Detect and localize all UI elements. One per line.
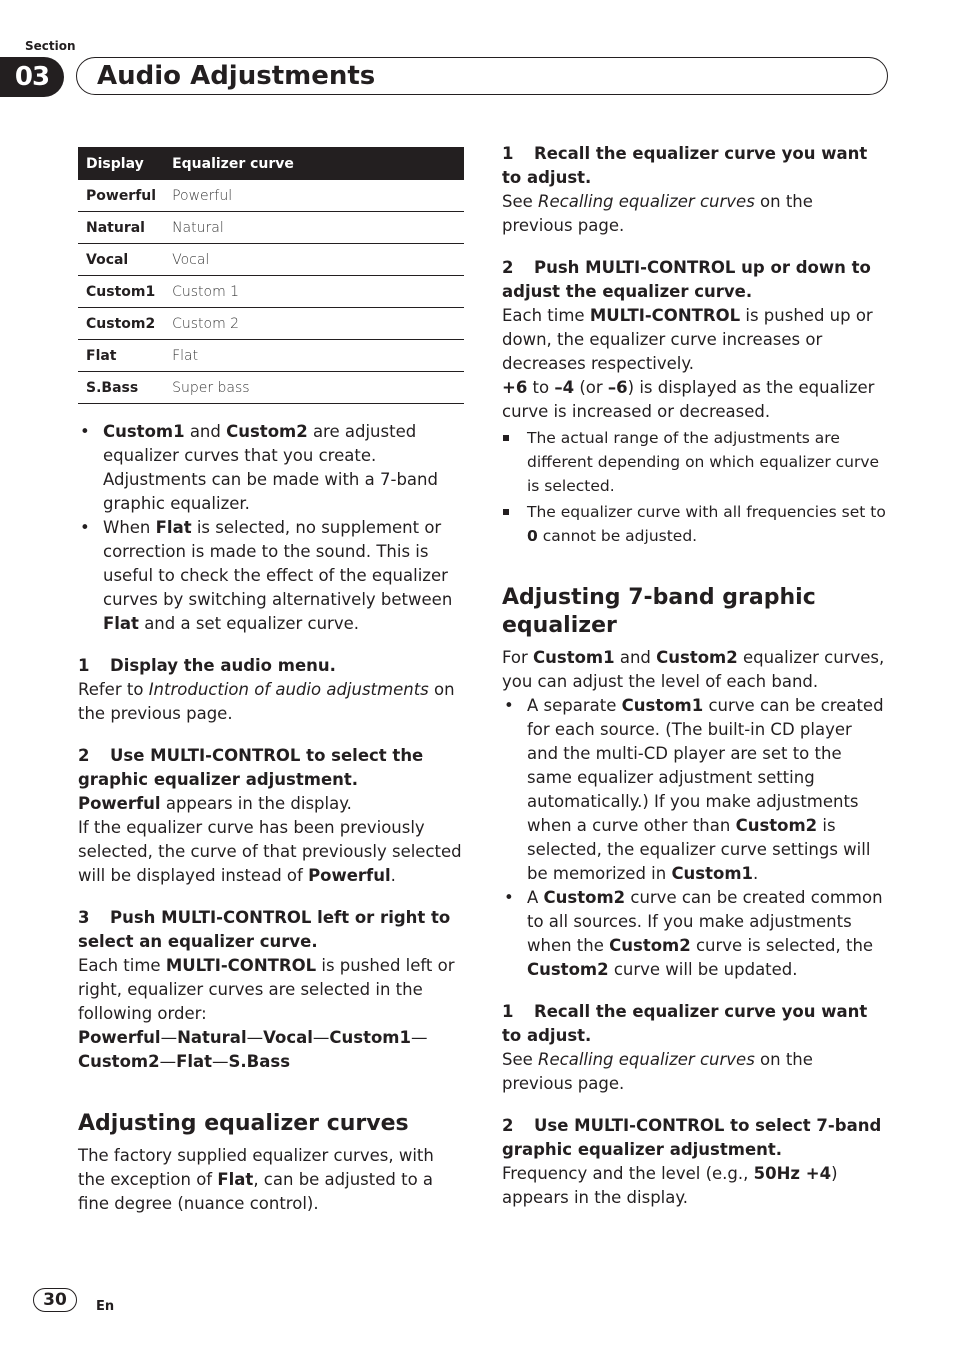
table-cell-curve: Vocal (164, 244, 464, 276)
step-heading: 2 Use MULTI-CONTROL to select the graphic equalizer adjustment. (78, 746, 424, 789)
step-heading: 1 Recall the equalizer curve you want to adjust. (502, 1002, 868, 1045)
table-header-row (78, 147, 464, 180)
table-row (78, 372, 464, 404)
section-heading: Adjusting 7-band graphic equalizer (502, 585, 816, 638)
table-row (78, 180, 464, 212)
right-column (502, 142, 888, 1210)
page-title-text: Audio Adjustments (97, 61, 376, 91)
step-body: See Recalling equalizer curves on the previous page. (502, 1050, 813, 1093)
table-cell-display: Custom1 (78, 276, 164, 308)
table-cell-curve: Custom 2 (164, 308, 464, 340)
list-item: • When Flat is selected, no supplement or correction is made to the sound. This is useful to check the effect of the equalizer curves by switching alternatively between Flat and a set equalizer curve. (78, 516, 464, 636)
language-label: En (96, 1299, 115, 1314)
step-body: Refer to Introduction of audio adjustments on the previous page. (78, 680, 455, 723)
table-cell-display: Custom2 (78, 308, 164, 340)
table-header-display: Display (78, 147, 164, 180)
section-number-badge: 03 (0, 57, 64, 97)
table-cell-display: Natural (78, 212, 164, 244)
seven-band-bullet-list (502, 694, 888, 982)
table-cell-curve: Custom 1 (164, 276, 464, 308)
equalizer-table (78, 147, 464, 404)
step-heading: 3 Push MULTI-CONTROL left or right to select an equalizer curve. (78, 908, 451, 951)
table-row (78, 244, 464, 276)
table-row (78, 340, 464, 372)
list-item: • A separate Custom1 curve can be created for each source. (The built-in CD player and the multi-CD player are set to the same equalizer adjustment setting automatically.) If you make adjustments when a curve other than Custom2 is selected, the equalizer curve settings will be memorized in Custom1. (502, 694, 888, 886)
paragraph: The factory supplied equalizer curves, with the exception of Flat, can be adjusted to a fine degree (nuance control). (78, 1146, 434, 1213)
table-cell-curve: Flat (164, 340, 464, 372)
table-cell-curve: Super bass (164, 372, 464, 404)
step-heading: 2 Use MULTI-CONTROL to select 7-band graphic equalizer adjustment. (502, 1116, 882, 1159)
table-cell-display: S.Bass (78, 372, 164, 404)
table-cell-curve: Powerful (164, 180, 464, 212)
step-body: Powerful appears in the display. (78, 794, 352, 813)
table-header-curve: Equalizer curve (164, 147, 464, 180)
step-body: If the equalizer curve has been previously selected, the curve of that previously selected will be displayed instead of Powerful. (78, 818, 462, 885)
step-body: +6 to –4 (or –6) is displayed as the equalizer curve is increased or decreased. (502, 378, 875, 421)
custom-curves-bullet-list (78, 420, 464, 636)
page-number: 30 (33, 1288, 77, 1312)
step-body: Frequency and the level (e.g., 50Hz +4) appears in the display. (502, 1164, 838, 1207)
step-heading: 1 Recall the equalizer curve you want to adjust. (502, 144, 868, 187)
curve-order: Powerful—Natural—Vocal—Custom1—Custom2—Flat—S.Bass (78, 1028, 428, 1071)
step-body: Each time MULTI-CONTROL is pushed left or right, equalizer curves are selected in the following order: (78, 956, 455, 1023)
table-cell-display: Vocal (78, 244, 164, 276)
table-row (78, 308, 464, 340)
step-heading: 1 Display the audio menu. (78, 656, 336, 675)
page-title (76, 57, 888, 95)
table-row (78, 276, 464, 308)
step-heading: 2 Push MULTI-CONTROL up or down to adjust the equalizer curve. (502, 258, 871, 301)
step-body: Each time MULTI-CONTROL is pushed up or down, the equalizer curve increases or decreases respectively. (502, 306, 873, 373)
table-cell-display: Flat (78, 340, 164, 372)
paragraph: For Custom1 and Custom2 equalizer curves, you can adjust the level of each band. (502, 648, 885, 691)
note: The actual range of the adjustments are different depending on which equalizer curve is selected. (502, 426, 888, 498)
list-item: • Custom1 and Custom2 are adjusted equalizer curves that you create. Adjustments can be made with a 7-band graphic equalizer. (78, 420, 464, 516)
note: The equalizer curve with all frequencies set to 0 cannot be adjusted. (502, 500, 888, 548)
table-row (78, 212, 464, 244)
step-body: See Recalling equalizer curves on the previous page. (502, 192, 813, 235)
left-column (78, 142, 464, 1216)
table-cell-display: Powerful (78, 180, 164, 212)
section-heading: Adjusting equalizer curves (78, 1111, 409, 1136)
table-cell-curve: Natural (164, 212, 464, 244)
list-item: • A Custom2 curve can be created common to all sources. If you make adjustments when the Custom2 curve is selected, the Custom2 curve will be updated. (502, 886, 888, 982)
section-label: Section (25, 39, 76, 53)
